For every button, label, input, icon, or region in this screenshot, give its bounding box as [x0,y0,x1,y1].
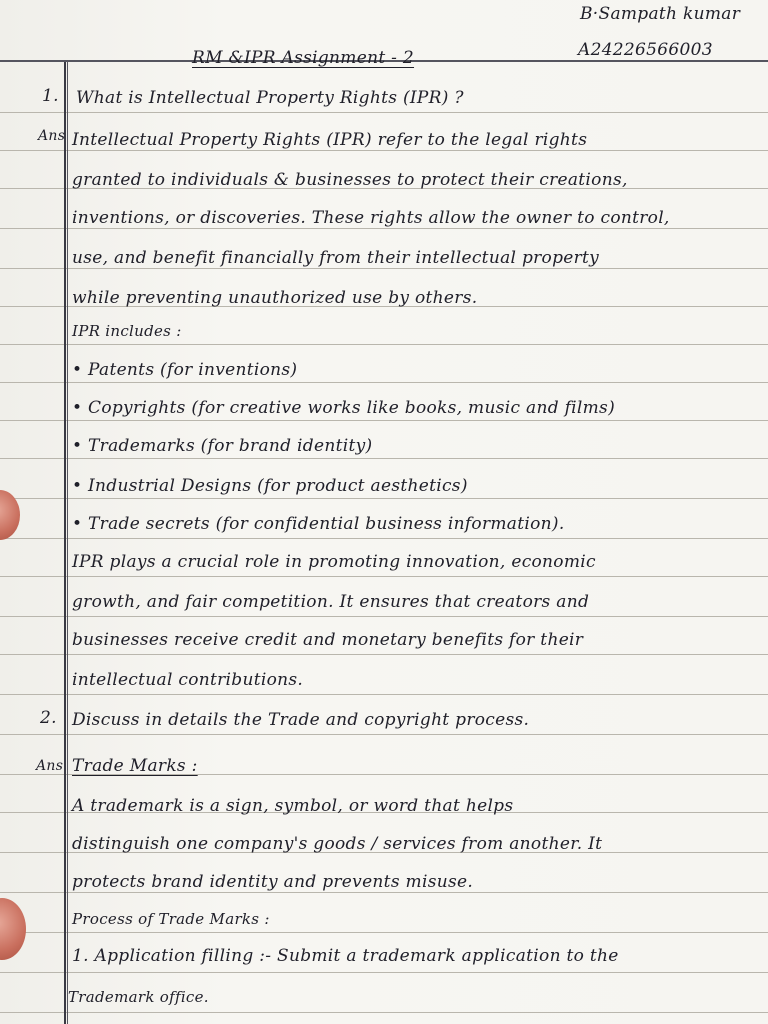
ruled-line [0,576,768,577]
answer-line: Trademark office. [68,988,209,1006]
ruled-line [0,616,768,617]
question-text: Discuss in details the Trade and copyright process. [72,710,530,730]
answer-line: IPR includes : [72,322,182,340]
ruled-line [0,344,768,345]
question-text: What is Intellectual Property Rights (IPR) ? [76,88,464,108]
ruled-line [0,932,768,933]
margin-line-inner [67,62,68,1024]
ruled-line [0,498,768,499]
bullet-item: • Trade secrets (for confidential business information). [72,514,565,534]
answer-marker: Ans [38,128,66,144]
answer-line: A trademark is a sign, symbol, or word that helps [72,796,514,816]
ruled-line [0,382,768,383]
answer-line: granted to individuals & businesses to protect their creations, [72,170,628,190]
bullet-item: • Trademarks (for brand identity) [72,436,373,456]
margin-line [64,62,66,1024]
answer-line: while preventing unauthorized use by others. [72,288,478,308]
answer-line: businesses receive credit and monetary benefits for their [72,630,584,650]
ruled-line [0,420,768,421]
ruled-line [0,892,768,893]
ruled-line [0,734,768,735]
answer-line: growth, and fair competition. It ensures that creators and [72,592,590,612]
answer-line: protects brand identity and prevents misuse. [72,872,474,892]
answer-marker: Ans [36,758,64,774]
answer-line: 1. Application filling :- Submit a trademark application to the [72,946,619,966]
bullet-item: • Copyrights (for creative works like books, music and films) [72,398,616,418]
ruled-line [0,972,768,973]
answer-line: intellectual contributions. [72,670,304,690]
ruled-line [0,538,768,539]
answer-line: Process of Trade Marks : [72,910,270,928]
bullet-item: • Industrial Designs (for product aesthetics) [72,476,468,496]
page-title: RM &IPR Assignment - 2 [192,48,415,68]
ruled-line [0,694,768,695]
answer-line: inventions, or discoveries. These rights allow the owner to control, [72,208,670,228]
ruled-line [0,112,768,113]
ruled-line [0,1012,768,1013]
ruled-line [0,654,768,655]
question-number: 2. [40,708,57,728]
ruled-line [0,150,768,151]
ruled-line [0,268,768,269]
roll-number: A24226566003 [578,40,713,60]
finger [0,898,26,960]
answer-line: IPR plays a crucial role in promoting innovation, economic [72,552,596,572]
student-name: B·Sampath kumar [580,4,741,24]
ruled-line [0,458,768,459]
answer-line: distinguish one company's goods / services from another. It [72,834,603,854]
answer-line: Intellectual Property Rights (IPR) refer to the legal rights [72,130,588,150]
bullet-item: • Patents (for inventions) [72,360,298,380]
answer-line: use, and benefit financially from their intellectual property [72,248,600,268]
section-heading: Trade Marks : [72,756,198,776]
question-number: 1. [42,86,59,106]
ruled-line [0,228,768,229]
